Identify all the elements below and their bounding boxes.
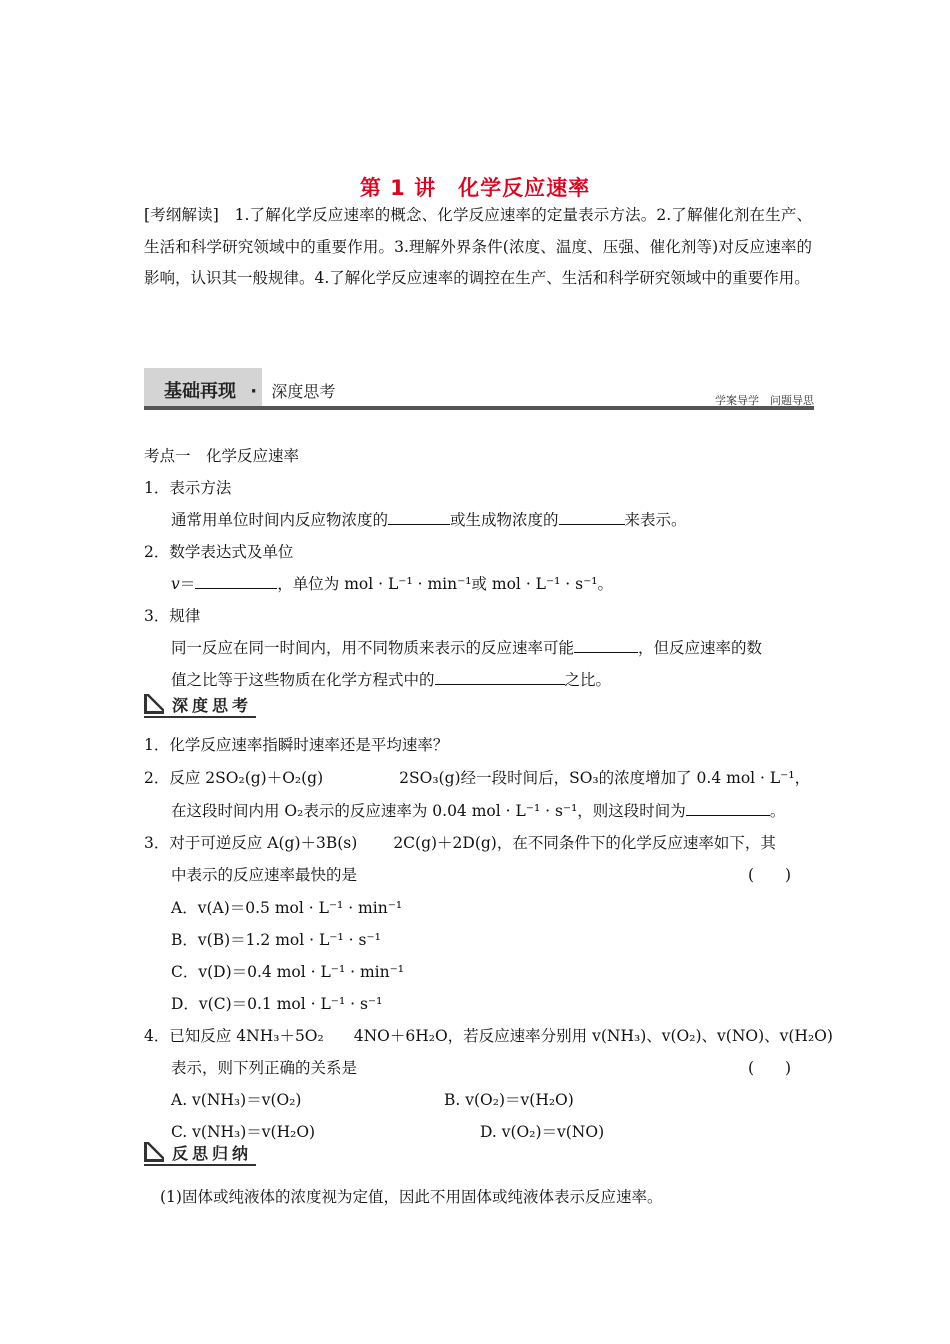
question-4-answer-paren[interactable]: ( ) bbox=[748, 1059, 792, 1077]
q4-text-a: 4．已知反应 4NH₃＋5O₂ bbox=[144, 1027, 324, 1045]
tag-label: 反思归纳 bbox=[172, 1144, 253, 1163]
blank-6[interactable] bbox=[686, 801, 770, 816]
tag-label: 深度思考 bbox=[172, 696, 253, 715]
q2-text-d: 。 bbox=[769, 802, 786, 820]
section-3-label: 规律 bbox=[169, 607, 201, 625]
point-heading: 考点一 化学反应速率 bbox=[144, 447, 300, 465]
q4-option-a[interactable]: A. v(NH₃)＝v(O₂) bbox=[171, 1091, 302, 1109]
q2-text-b: 2SO₃(g)经一段时间后，SO₃的浓度增加了 0.4 mol · L⁻¹， bbox=[399, 769, 811, 787]
blank-1[interactable] bbox=[388, 510, 450, 525]
q4-option-d[interactable]: D. v(O₂)＝v(NO) bbox=[480, 1123, 605, 1141]
q3-option-d[interactable]: D．v(C)＝0.1 mol · L⁻¹ · s⁻¹ bbox=[171, 995, 383, 1013]
s2-unit-text: ，单位为 mol · L⁻¹ · min⁻¹或 mol · L⁻¹ · s⁻¹。 bbox=[277, 575, 613, 593]
banner-title bbox=[164, 377, 335, 403]
question-4-line2: 表示，则下列正确的关系是 bbox=[171, 1059, 358, 1077]
q2-text-c: 在这段时间内用 O₂表示的反应速率为 0.04 mol · L⁻¹ · s⁻¹，则这段时间为 bbox=[171, 802, 686, 820]
blank-4[interactable] bbox=[574, 638, 638, 653]
banner-main: 基础再现 bbox=[164, 381, 236, 402]
question-3-line1 bbox=[144, 831, 776, 853]
s1-text-b: 或生成物浓度的 bbox=[450, 511, 559, 529]
section-2-label: 数学表达式及单位 bbox=[169, 543, 294, 561]
question-4-line1 bbox=[144, 1024, 833, 1046]
tag-underline bbox=[144, 1164, 256, 1166]
syllabus-intro: [考纲解读] 1.了解化学反应速率的概念、化学反应速率的定量表示方法。2.了解催化剂在生产、生活和科学研究领域中的重要作用。3.理解外界条件(浓度、温度、压强、催化剂等)对反应速率的影响，认识其一般规律。4.了解化学反应速率的调控在生产、生活和科学研究领域中的重要作用。 bbox=[144, 206, 812, 287]
corner-arrow-icon bbox=[144, 1142, 164, 1162]
banner-divider bbox=[144, 406, 814, 410]
s3-text-a: 同一反应在同一时间内，用不同物质来表示的反应速率可能 bbox=[171, 639, 575, 657]
s3-text-b: ，但反应速率的数 bbox=[638, 639, 763, 657]
section-3-line1 bbox=[171, 636, 762, 658]
s1-text-c: 来表示。 bbox=[624, 511, 687, 529]
s3-text-c: 值之比等于这些物质在化学方程式中的 bbox=[171, 671, 435, 689]
question-2-line2 bbox=[171, 799, 785, 821]
section-1-text bbox=[171, 508, 687, 530]
q2-text-a: 2．反应 2SO₂(g)＋O₂(g) bbox=[144, 769, 324, 787]
q3-option-a[interactable]: A．v(A)＝0.5 mol · L⁻¹ · min⁻¹ bbox=[171, 899, 403, 917]
section-2-formula bbox=[171, 572, 613, 594]
question-3-answer-paren[interactable]: ( ) bbox=[748, 866, 792, 884]
question-3-line2: 中表示的反应速率最快的是 bbox=[171, 866, 358, 884]
banner-right-label: 学案导学 问题导思 bbox=[715, 394, 814, 407]
q4-option-b[interactable]: B. v(O₂)＝v(H₂O) bbox=[444, 1091, 574, 1109]
question-1: 1．化学反应速率指瞬时速率还是平均速率？ bbox=[144, 736, 449, 754]
blank-5[interactable] bbox=[435, 670, 565, 685]
s3-text-d: 之比。 bbox=[564, 671, 612, 689]
banner-sub: 深度思考 bbox=[271, 382, 336, 401]
s1-text-a: 通常用单位时间内反应物浓度的 bbox=[171, 511, 389, 529]
reflection-point-1: (1)固体或纯液体的浓度视为定值，因此不用固体或纯液体表示反应速率。 bbox=[160, 1188, 663, 1206]
q3-option-c[interactable]: C．v(D)＝0.4 mol · L⁻¹ · min⁻¹ bbox=[171, 963, 404, 981]
q4-option-c[interactable]: C. v(NH₃)＝v(H₂O) bbox=[171, 1123, 316, 1141]
blank-3[interactable] bbox=[195, 574, 277, 589]
section-banner bbox=[144, 368, 814, 411]
q3-option-b[interactable]: B．v(B)＝1.2 mol · L⁻¹ · s⁻¹ bbox=[171, 931, 381, 949]
page-title: 第 1 讲 化学反应速率 bbox=[359, 176, 591, 200]
banner-dot: · bbox=[250, 381, 258, 402]
section-3-title bbox=[144, 604, 200, 626]
tag-underline bbox=[144, 716, 256, 718]
blank-2[interactable] bbox=[559, 510, 625, 525]
section-2-title bbox=[144, 540, 293, 562]
section-1-title bbox=[144, 476, 231, 498]
section-3-line2 bbox=[171, 668, 611, 690]
q3-text-a: 3．对于可逆反应 A(g)＋3B(s) bbox=[144, 834, 358, 852]
section-2-num: 2． bbox=[144, 543, 170, 561]
section-1-num: 1． bbox=[144, 479, 170, 497]
corner-arrow-icon bbox=[144, 694, 164, 714]
q3-text-b: 2C(g)＋2D(g)，在不同条件下的化学反应速率如下，其 bbox=[393, 834, 776, 852]
reflection-tag bbox=[144, 1140, 256, 1166]
section-1-label: 表示方法 bbox=[169, 479, 232, 497]
equals-sign: ＝ bbox=[179, 575, 196, 593]
question-2-line1 bbox=[144, 766, 810, 788]
section-3-num: 3． bbox=[144, 607, 170, 625]
q4-text-b: 4NO＋6H₂O，若反应速率分别用 v(NH₃)、v(O₂)、v(NO)、v(H₂O) bbox=[353, 1027, 833, 1045]
deep-thinking-tag bbox=[144, 692, 256, 718]
velocity-symbol: v bbox=[171, 575, 180, 593]
